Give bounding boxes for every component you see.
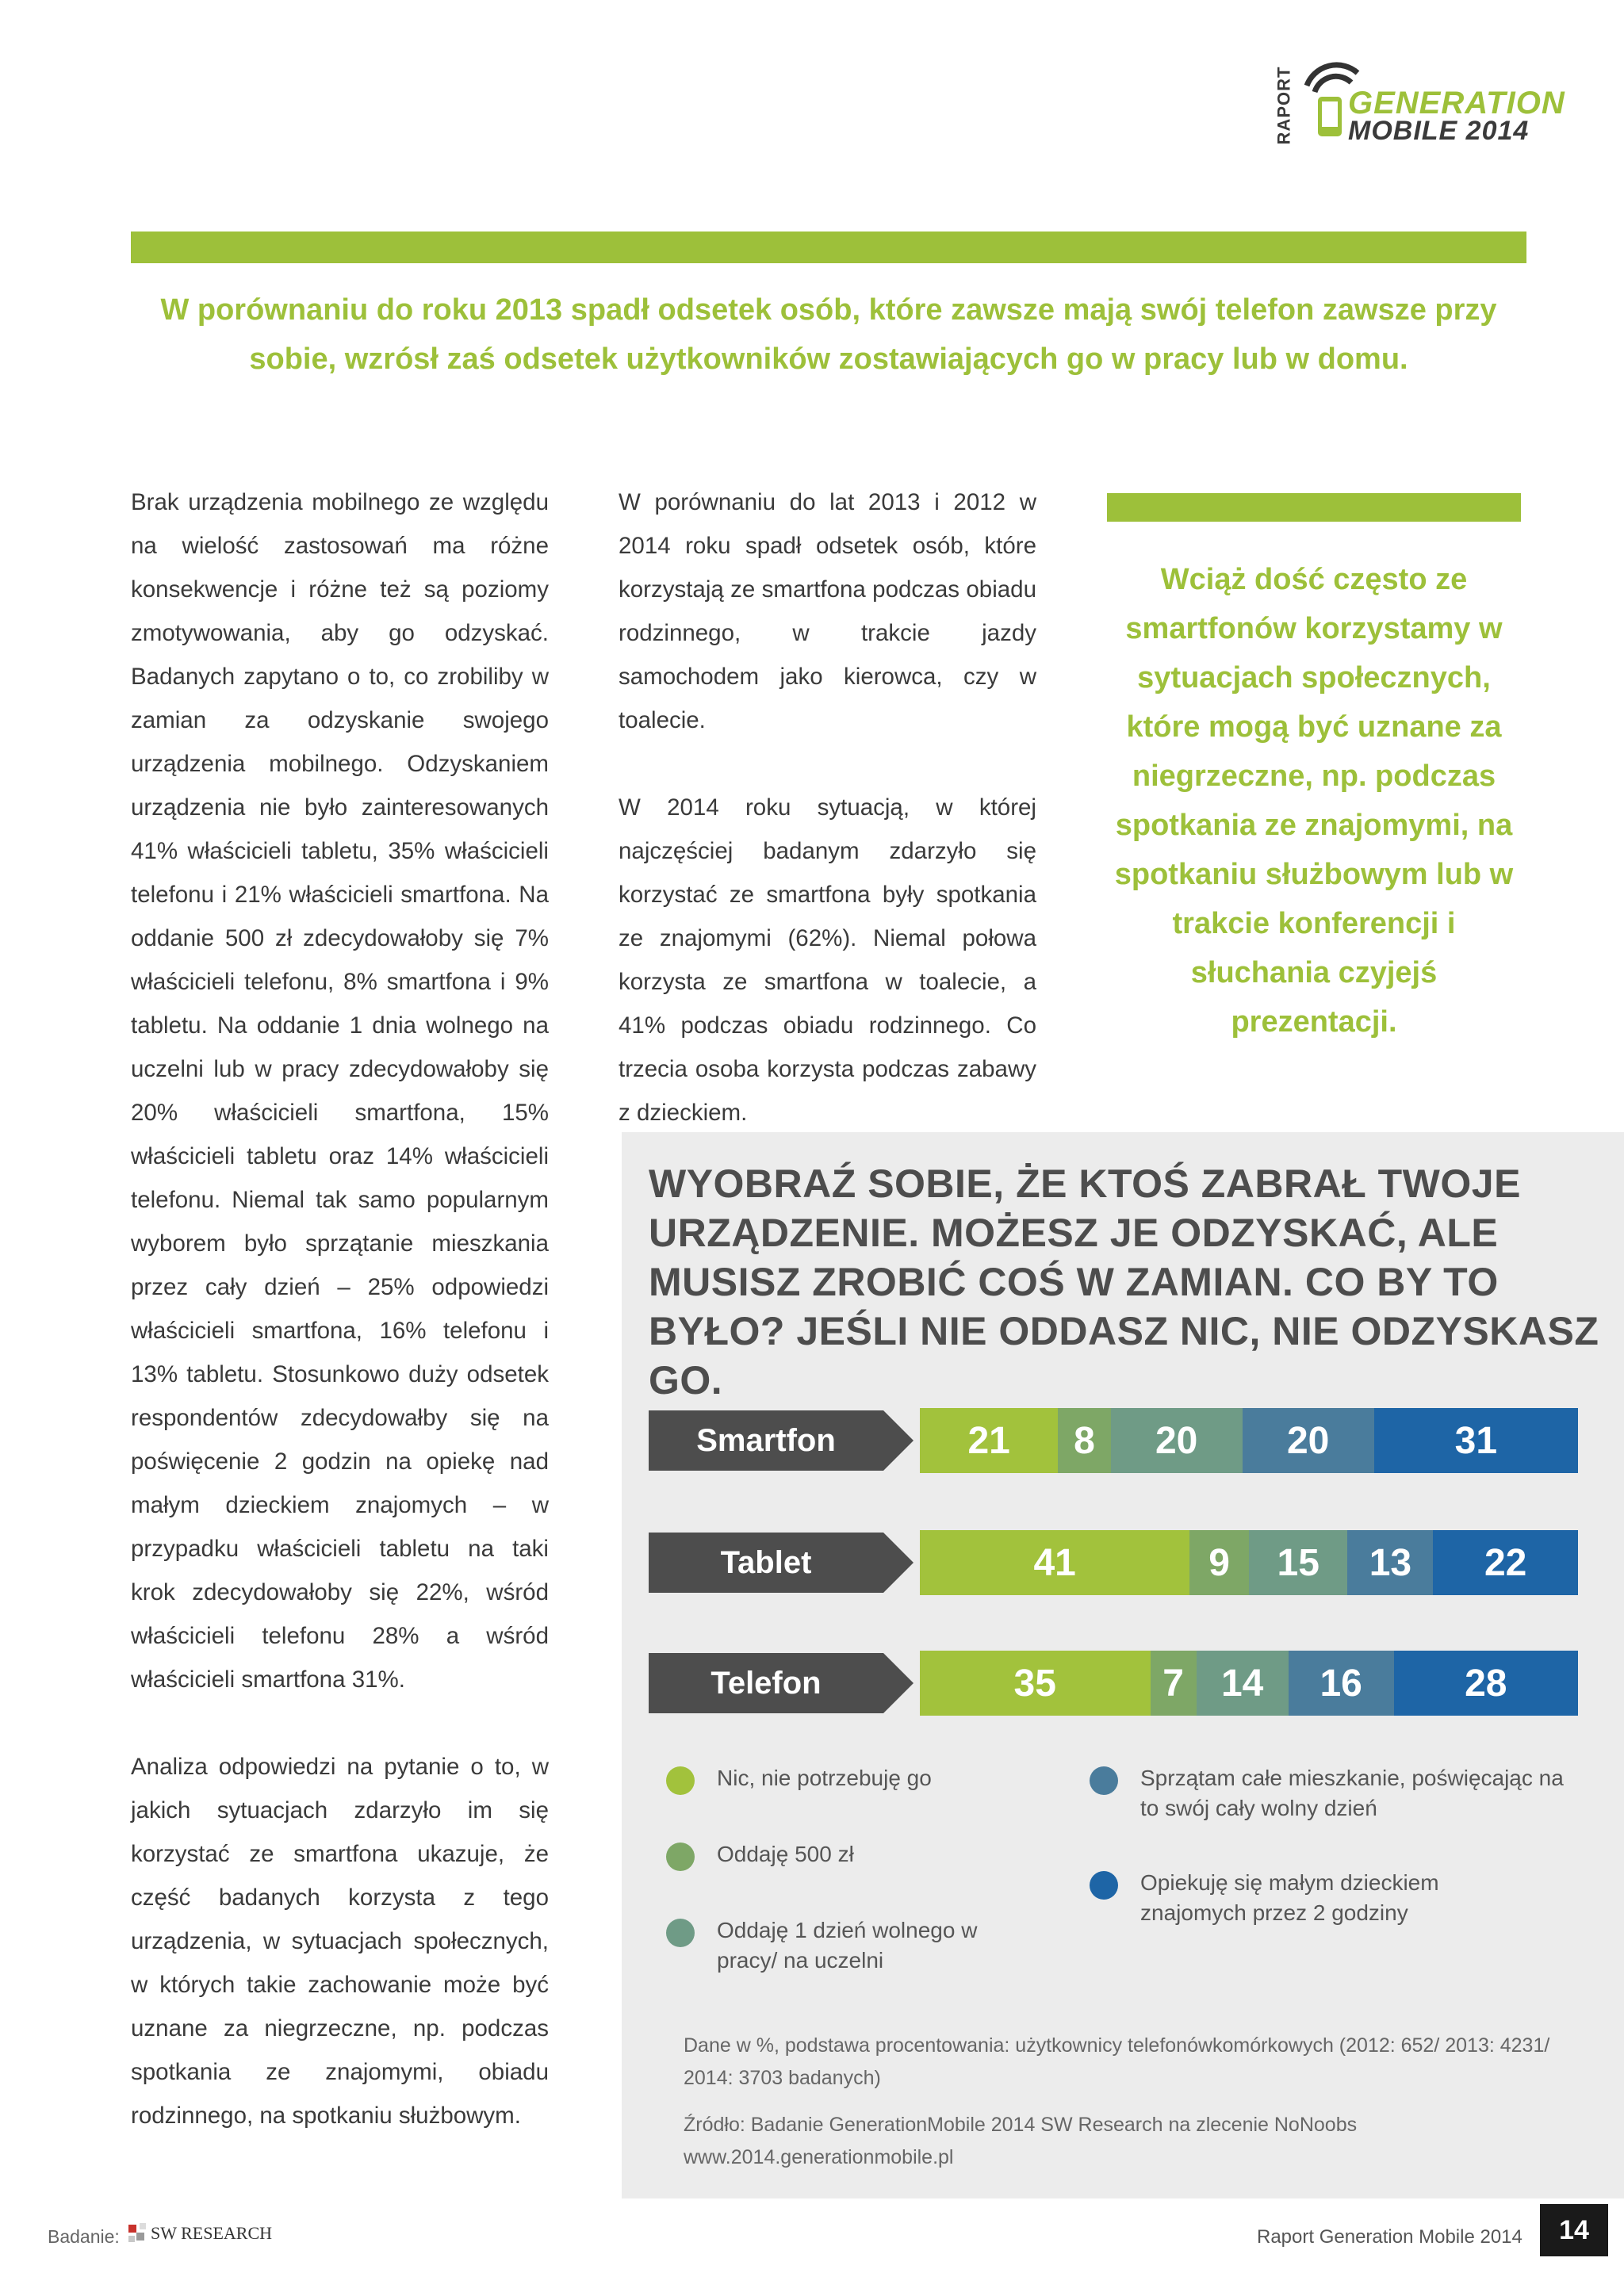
source-note: Źródło: Badanie GenerationMobile 2014 SW Research na zlecenie NoNoobs www.2014.generationmobile.pl [684, 2114, 1358, 2168]
legend-swatch [666, 1843, 695, 1871]
page-number: 14 [1540, 2204, 1608, 2256]
bar-segment: 20 [1111, 1408, 1243, 1473]
body-column-middle [619, 480, 1036, 1135]
bar-category-label: Telefon [649, 1653, 883, 1713]
bar-segment: 20 [1243, 1408, 1374, 1473]
body-paragraph: W 2014 roku sytuacją, w której najczęściej badanym zdarzyło się korzystać ze smartfona były spotkania ze znajomymi (62%). Niemal połowa korzysta ze smartfona w toalecie, a 41% podczas obiadu rodzinnego. Co trzecia osoba korzysta podczas zabawy z dzieckiem. [619, 794, 1036, 1126]
bar-category-label: Smartfon [649, 1410, 883, 1471]
infographic-question: WYOBRAŹ SOBIE, ŻE KTOŚ ZABRAŁ TWOJE URZĄDZENIE. MOŻESZ JE ODZYSKAĆ, ALE MUSISZ ZROBIĆ COŚ W ZAMIAN. CO BY TO BYŁO? JEŚLI NIE ODDASZ NIC, NIE ODZYSKASZ GO. [649, 1161, 1599, 1402]
bar-segment: 14 [1197, 1651, 1289, 1716]
bar-segment: 7 [1151, 1651, 1197, 1716]
raport-label: RAPORT [1274, 66, 1294, 145]
sw-research-logo [127, 2218, 273, 2252]
legend-label: Oddaję 1 dzień wolnego w pracy/ na uczelni [717, 1918, 978, 1973]
logo-mobile: MOBILE 2014 [1348, 116, 1530, 146]
bar-segment: 31 [1374, 1408, 1578, 1473]
bar-segment: 21 [920, 1408, 1058, 1473]
bar-segment: 28 [1394, 1651, 1578, 1716]
bar-segment: 41 [920, 1530, 1189, 1595]
logo-generation: GENERATION [1348, 86, 1565, 121]
stacked-bar [920, 1530, 1578, 1595]
pull-quote: Wciąż dość często ze smartfonów korzystamy w sytuacjach społecznych, które mogą być uznane za niegrzeczne, np. podczas spotkania ze znajomymi, na spotkaniu służbowym lub w trakcie konferencji i słuchania czyjejś prezentacji. [1114, 563, 1514, 1039]
body-paragraph: Analiza odpowiedzi na pytanie o to, w jakich sytuacjach zdarzyło im się korzystać ze smartfona ukazuje, że część badanych korzysta z tego urządzenia, w sytuacjach społecznych, w których takie zachowanie może być uznane za niegrzeczne, np. podczas spotkania ze znajomymi, obiadu rodzinnego, na spotkaniu służbowym. [131, 1754, 549, 2129]
legend-label: Oddaję 500 zł [717, 1842, 854, 1866]
study-label: Badanie: [48, 2226, 120, 2247]
body-paragraph: W porównaniu do lat 2013 i 2012 w 2014 roku spadł odsetek osób, które korzystają ze smartfona podczas obiadu rodzinnego, w trakcie jazdy samochodem jako kierowca, czy w toalecie. [619, 489, 1036, 733]
bar-segment: 35 [920, 1651, 1151, 1716]
bar-segment: 9 [1189, 1530, 1249, 1595]
sw-research-text: SW RESEARCH [151, 2223, 273, 2243]
report-logo [1269, 55, 1565, 151]
bar-segment: 15 [1249, 1530, 1348, 1595]
bar-segment: 22 [1433, 1530, 1578, 1595]
bar-category-label: Tablet [649, 1533, 883, 1593]
data-note: Dane w %, podstawa procentowania: użytkownicy telefonówkomórkowych (2012: 652/ 2013: 4231/ 2014: 3703 badanych) [684, 2034, 1550, 2089]
legend-swatch [666, 1766, 695, 1795]
stacked-bar [920, 1408, 1578, 1473]
legend-label: Opiekuję się małym dzieckiem znajomych przez 2 godziny [1140, 1870, 1439, 1925]
legend-swatch [666, 1919, 695, 1947]
report-name: Raport Generation Mobile 2014 [1257, 2226, 1522, 2248]
legend-label: Nic, nie potrzebuję go [717, 1766, 932, 1790]
bar-segment: 16 [1289, 1651, 1394, 1716]
quote-accent-bar [1107, 493, 1521, 522]
raport-label-box [1269, 63, 1293, 151]
lead-paragraph: W porównaniu do roku 2013 spadł odsetek osób, które zawsze mają swój telefon zawsze przy sobie, wzrósł zaś odsetek użytkowników zostawiających go w pracy lub w domu. [160, 293, 1497, 376]
bar-segment: 13 [1347, 1530, 1433, 1595]
legend-label: Sprzątam całe mieszkanie, poświęcając na to swój cały wolny dzień [1140, 1766, 1564, 1820]
legend-swatch [1090, 1871, 1118, 1900]
legend-swatch [1090, 1766, 1118, 1795]
stacked-bar [920, 1651, 1578, 1716]
bar-segment: 8 [1058, 1408, 1110, 1473]
body-column-left [131, 480, 549, 2137]
body-paragraph: Brak urządzenia mobilnego ze względu na wielość zastosowań ma różne konsekwencje i różne też są poziomy zmotywowania, aby go odzyskać. Badanych zapytano o to, co zrobiliby w zamian za odzyskanie swojego urządzenia mobilnego. Odzyskaniem urządzenia nie było zainteresowanych 41% właścicieli tabletu, 35% właścicieli telefonu i 21% właścicieli smartfona. Na oddanie 500 zł zdecydowałoby się 7% właścicieli telefonu, 8% smartfona i 9% tabletu. Na oddanie 1 dnia wolnego na uczelni lub w pracy zdecydowałoby się 20% właścicieli smartfona, 15% właścicieli tabletu oraz 14% właścicieli telefonu. Niemal tak samo popularnym wyborem było sprzątanie mieszkania przez cały dzień – 25% odpowiedzi właścicieli smartfona, 16% telefonu i 13% tabletu. Stosunkowo duży odsetek respondentów zdecydowałby się na poświęcenie 2 godzin na opiekę nad małym dzieckiem znajomych – w przypadku właścicieli tabletu na taki krok zdecydowałoby się 22%, wśród właścicieli telefonu 28% a wśród właścicieli smartfona 31%. [131, 489, 549, 1693]
lead-accent-bar [131, 232, 1526, 263]
